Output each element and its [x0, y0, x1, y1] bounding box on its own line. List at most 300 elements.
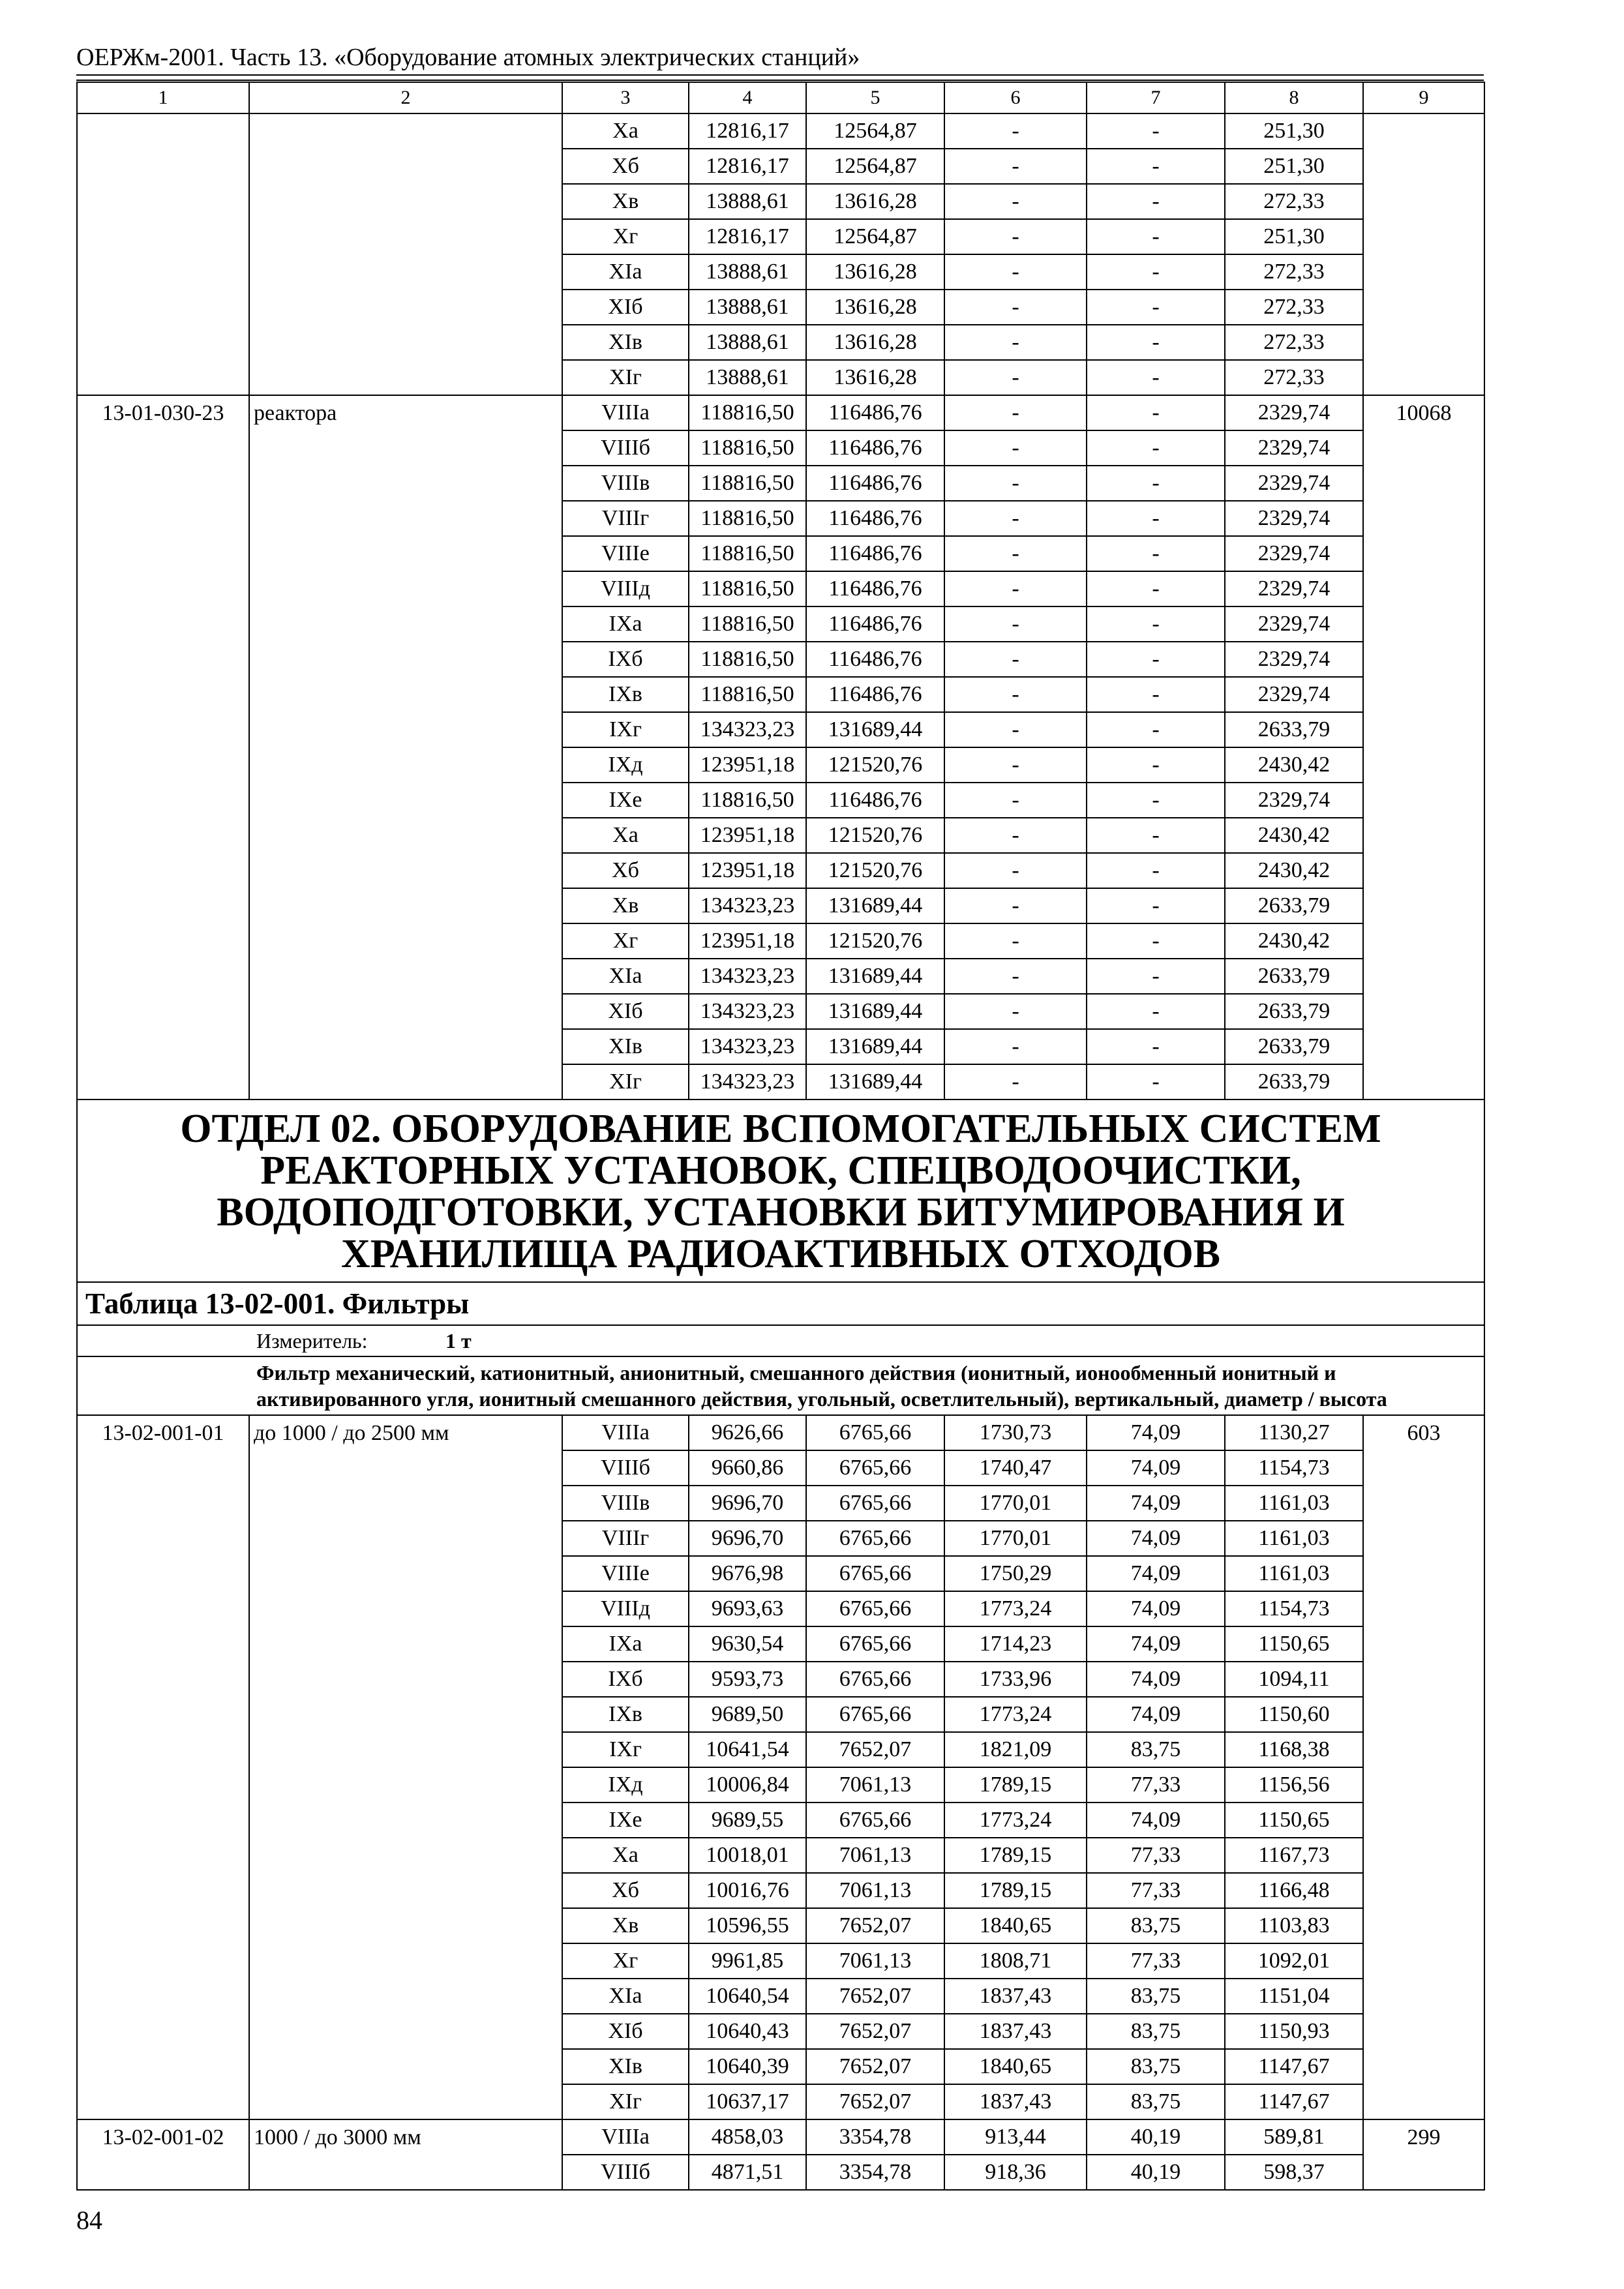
- value-cell: VIIIв: [562, 1486, 689, 1521]
- value-cell: 134323,23: [689, 1064, 806, 1100]
- value-cell: 9660,86: [689, 1450, 806, 1486]
- value-cell: -: [1087, 290, 1225, 325]
- column-number-row: [77, 82, 1484, 113]
- value-cell: 6765,66: [806, 1521, 944, 1556]
- value-cell: XIв: [562, 2049, 689, 2084]
- table-row: [77, 395, 1484, 430]
- code-cell: 13-02-001-01: [77, 1415, 249, 2119]
- value-cell: 7061,13: [806, 1838, 944, 1873]
- value-cell: 121520,76: [806, 818, 944, 853]
- value-cell: 1151,04: [1225, 1979, 1363, 2014]
- value-cell: VIIIб: [562, 2155, 689, 2190]
- value-cell: 12564,87: [806, 149, 944, 184]
- name-cell: реактора: [249, 395, 562, 1100]
- value-cell: 6765,66: [806, 1662, 944, 1697]
- value-cell: 1166,48: [1225, 1873, 1363, 1908]
- column-number: 9: [1363, 82, 1484, 113]
- value-cell: -: [1087, 888, 1225, 923]
- value-cell: -: [1087, 642, 1225, 677]
- value-cell: 1773,24: [944, 1803, 1087, 1838]
- value-cell: 3354,78: [806, 2119, 944, 2155]
- value-cell: 12816,17: [689, 219, 806, 254]
- value-cell: -: [1087, 219, 1225, 254]
- value-cell: 116486,76: [806, 501, 944, 536]
- value-cell: -: [1087, 923, 1225, 959]
- value-cell: -: [1087, 501, 1225, 536]
- value-cell: 1773,24: [944, 1591, 1087, 1626]
- value-cell: 272,33: [1225, 290, 1363, 325]
- value-cell: Xг: [562, 219, 689, 254]
- value-cell: 74,09: [1087, 1486, 1225, 1521]
- column-number: 8: [1225, 82, 1363, 113]
- value-cell: 272,33: [1225, 360, 1363, 395]
- value-cell: 83,75: [1087, 2049, 1225, 2084]
- value-cell: 13616,28: [806, 290, 944, 325]
- value-cell: 83,75: [1087, 1908, 1225, 1943]
- value-cell: 2430,42: [1225, 818, 1363, 853]
- value-cell: 4871,51: [689, 2155, 806, 2190]
- value-cell: 10640,43: [689, 2014, 806, 2049]
- value-cell: 10596,55: [689, 1908, 806, 1943]
- value-cell: 2329,74: [1225, 571, 1363, 606]
- code-cell: 13-01-030-23: [77, 395, 249, 1100]
- value-cell: Xб: [562, 149, 689, 184]
- value-cell: 10637,17: [689, 2084, 806, 2119]
- extra-cell: 299: [1363, 2119, 1484, 2190]
- section-row: [77, 1100, 1484, 1282]
- value-cell: 6765,66: [806, 1556, 944, 1591]
- value-cell: 7652,07: [806, 2049, 944, 2084]
- value-cell: VIIIд: [562, 571, 689, 606]
- value-cell: -: [944, 818, 1087, 853]
- value-cell: Xв: [562, 1908, 689, 1943]
- value-cell: 1154,73: [1225, 1591, 1363, 1626]
- value-cell: 9689,55: [689, 1803, 806, 1838]
- value-cell: 2633,79: [1225, 712, 1363, 747]
- value-cell: 116486,76: [806, 466, 944, 501]
- value-cell: -: [944, 325, 1087, 360]
- value-cell: -: [1087, 606, 1225, 642]
- value-cell: 116486,76: [806, 571, 944, 606]
- value-cell: 13888,61: [689, 254, 806, 290]
- value-cell: 13888,61: [689, 325, 806, 360]
- value-cell: 7652,07: [806, 1732, 944, 1767]
- value-cell: 74,09: [1087, 1556, 1225, 1591]
- value-cell: Xб: [562, 1873, 689, 1908]
- value-cell: 7652,07: [806, 1908, 944, 1943]
- value-cell: -: [944, 747, 1087, 783]
- value-cell: 118816,50: [689, 466, 806, 501]
- extra-cell: 10068: [1363, 395, 1484, 1100]
- value-cell: 83,75: [1087, 1979, 1225, 2014]
- value-cell: Xг: [562, 1943, 689, 1979]
- value-cell: IXe: [562, 1803, 689, 1838]
- value-cell: XIв: [562, 1029, 689, 1064]
- value-cell: 2329,74: [1225, 606, 1363, 642]
- value-cell: 272,33: [1225, 325, 1363, 360]
- value-cell: 2430,42: [1225, 747, 1363, 783]
- value-cell: 118816,50: [689, 783, 806, 818]
- value-cell: VIIIб: [562, 1450, 689, 1486]
- value-cell: -: [1087, 325, 1225, 360]
- value-cell: 2633,79: [1225, 1064, 1363, 1100]
- value-cell: 1837,43: [944, 2084, 1087, 2119]
- value-cell: IXв: [562, 677, 689, 712]
- value-cell: 77,33: [1087, 1943, 1225, 1979]
- value-cell: 589,81: [1225, 2119, 1363, 2155]
- value-cell: -: [944, 677, 1087, 712]
- value-cell: -: [1087, 712, 1225, 747]
- page-number: 84: [76, 2206, 102, 2235]
- value-cell: 134323,23: [689, 959, 806, 994]
- value-cell: 83,75: [1087, 2014, 1225, 2049]
- meter-cell: [77, 1325, 1484, 1356]
- value-cell: VIIIд: [562, 1591, 689, 1626]
- page-header: ОЕРЖм-2001. Часть 13. «Оборудование атомных электрических станций»: [76, 44, 860, 71]
- value-cell: 1094,11: [1225, 1662, 1363, 1697]
- column-number: 7: [1087, 82, 1225, 113]
- value-cell: 116486,76: [806, 536, 944, 571]
- value-cell: 2633,79: [1225, 1029, 1363, 1064]
- value-cell: 2329,74: [1225, 677, 1363, 712]
- value-cell: 272,33: [1225, 184, 1363, 219]
- value-cell: -: [944, 923, 1087, 959]
- value-cell: IXв: [562, 1697, 689, 1732]
- value-cell: Xб: [562, 853, 689, 888]
- value-cell: 2329,74: [1225, 536, 1363, 571]
- value-cell: -: [944, 184, 1087, 219]
- value-cell: 74,09: [1087, 1697, 1225, 1732]
- value-cell: 2329,74: [1225, 501, 1363, 536]
- value-cell: XIб: [562, 994, 689, 1029]
- value-cell: 74,09: [1087, 1803, 1225, 1838]
- value-cell: 74,09: [1087, 1626, 1225, 1662]
- value-cell: 1789,15: [944, 1873, 1087, 1908]
- value-cell: -: [944, 888, 1087, 923]
- value-cell: -: [944, 994, 1087, 1029]
- value-cell: 13616,28: [806, 325, 944, 360]
- value-cell: 251,30: [1225, 219, 1363, 254]
- value-cell: 13888,61: [689, 184, 806, 219]
- value-cell: 116486,76: [806, 677, 944, 712]
- value-cell: 1770,01: [944, 1521, 1087, 1556]
- value-cell: 13616,28: [806, 184, 944, 219]
- value-cell: 134323,23: [689, 1029, 806, 1064]
- column-number: 2: [249, 82, 562, 113]
- value-cell: 2329,74: [1225, 466, 1363, 501]
- value-cell: -: [944, 290, 1087, 325]
- description-text: Фильтр механический, катионитный, анионитный, смешанного действия (ионитный, ионообменный ионитный и активированного угля, ионитный смешанного действия, угольный, осветлительный), вертикальный, диаметр / высота: [77, 1356, 1484, 1415]
- value-cell: -: [944, 466, 1087, 501]
- value-cell: Xa: [562, 113, 689, 149]
- column-number: 4: [689, 82, 806, 113]
- value-cell: Xa: [562, 1838, 689, 1873]
- value-cell: -: [944, 113, 1087, 149]
- value-cell: 74,09: [1087, 1450, 1225, 1486]
- value-cell: 1730,73: [944, 1415, 1087, 1450]
- value-cell: 131689,44: [806, 1029, 944, 1064]
- value-cell: -: [1087, 1029, 1225, 1064]
- value-cell: 6765,66: [806, 1415, 944, 1450]
- column-number: 1: [77, 82, 249, 113]
- value-cell: -: [944, 1064, 1087, 1100]
- value-cell: 77,33: [1087, 1767, 1225, 1803]
- value-cell: -: [1087, 466, 1225, 501]
- value-cell: 1837,43: [944, 2014, 1087, 2049]
- value-cell: 6765,66: [806, 1591, 944, 1626]
- value-cell: 1167,73: [1225, 1838, 1363, 1873]
- value-cell: 1161,03: [1225, 1521, 1363, 1556]
- rates-table: [76, 82, 1485, 2191]
- value-cell: 2329,74: [1225, 642, 1363, 677]
- value-cell: 2329,74: [1225, 395, 1363, 430]
- value-cell: 83,75: [1087, 1732, 1225, 1767]
- value-cell: 7061,13: [806, 1873, 944, 1908]
- value-cell: 10640,54: [689, 1979, 806, 2014]
- value-cell: IXг: [562, 712, 689, 747]
- value-cell: 40,19: [1087, 2155, 1225, 2190]
- value-cell: 10640,39: [689, 2049, 806, 2084]
- value-cell: 1840,65: [944, 1908, 1087, 1943]
- value-cell: 10016,76: [689, 1873, 806, 1908]
- value-cell: 1150,93: [1225, 2014, 1363, 2049]
- value-cell: -: [1087, 818, 1225, 853]
- value-cell: 1150,65: [1225, 1803, 1363, 1838]
- value-cell: XIa: [562, 959, 689, 994]
- value-cell: 1103,83: [1225, 1908, 1363, 1943]
- value-cell: VIIIa: [562, 2119, 689, 2155]
- value-cell: 9626,66: [689, 1415, 806, 1450]
- value-cell: 118816,50: [689, 606, 806, 642]
- value-cell: 116486,76: [806, 395, 944, 430]
- value-cell: 12564,87: [806, 113, 944, 149]
- name-cell: до 1000 / до 2500 мм: [249, 1415, 562, 2119]
- value-cell: 134323,23: [689, 994, 806, 1029]
- value-cell: 118816,50: [689, 571, 806, 606]
- code-cell: 13-02-001-02: [77, 2119, 249, 2190]
- value-cell: XIг: [562, 360, 689, 395]
- value-cell: -: [944, 430, 1087, 466]
- value-cell: 7652,07: [806, 2014, 944, 2049]
- value-cell: Xг: [562, 923, 689, 959]
- value-cell: 1154,73: [1225, 1450, 1363, 1486]
- value-cell: 118816,50: [689, 642, 806, 677]
- value-cell: -: [944, 642, 1087, 677]
- value-cell: 1150,65: [1225, 1626, 1363, 1662]
- value-cell: 40,19: [1087, 2119, 1225, 2155]
- value-cell: IXe: [562, 783, 689, 818]
- value-cell: -: [1087, 395, 1225, 430]
- value-cell: 116486,76: [806, 606, 944, 642]
- value-cell: -: [1087, 1064, 1225, 1100]
- value-cell: 10018,01: [689, 1838, 806, 1873]
- value-cell: VIIIa: [562, 395, 689, 430]
- value-cell: 1740,47: [944, 1450, 1087, 1486]
- value-cell: -: [1087, 571, 1225, 606]
- value-cell: 12564,87: [806, 219, 944, 254]
- value-cell: -: [1087, 254, 1225, 290]
- value-cell: 1808,71: [944, 1943, 1087, 1979]
- value-cell: -: [1087, 853, 1225, 888]
- value-cell: 131689,44: [806, 994, 944, 1029]
- value-cell: -: [944, 149, 1087, 184]
- value-cell: IXд: [562, 747, 689, 783]
- value-cell: 9961,85: [689, 1943, 806, 1979]
- value-cell: -: [1087, 677, 1225, 712]
- value-cell: 77,33: [1087, 1838, 1225, 1873]
- value-cell: 118816,50: [689, 536, 806, 571]
- table-title-row: [77, 1282, 1484, 1325]
- value-cell: 2430,42: [1225, 923, 1363, 959]
- value-cell: 1092,01: [1225, 1943, 1363, 1979]
- value-cell: -: [1087, 783, 1225, 818]
- value-cell: -: [944, 853, 1087, 888]
- value-cell: -: [944, 536, 1087, 571]
- value-cell: 131689,44: [806, 1064, 944, 1100]
- value-cell: IXa: [562, 606, 689, 642]
- value-cell: -: [944, 712, 1087, 747]
- value-cell: IXб: [562, 642, 689, 677]
- value-cell: -: [944, 395, 1087, 430]
- value-cell: 121520,76: [806, 923, 944, 959]
- value-cell: -: [944, 501, 1087, 536]
- value-cell: 134323,23: [689, 888, 806, 923]
- value-cell: -: [1087, 113, 1225, 149]
- value-cell: Xa: [562, 818, 689, 853]
- meter-value: 1 т: [445, 1329, 472, 1353]
- value-cell: 83,75: [1087, 2084, 1225, 2119]
- value-cell: 2329,74: [1225, 430, 1363, 466]
- value-cell: 9689,50: [689, 1697, 806, 1732]
- table-row: [77, 113, 1484, 149]
- value-cell: XIa: [562, 1979, 689, 2014]
- code-cell: [77, 113, 249, 395]
- value-cell: 598,37: [1225, 2155, 1363, 2190]
- value-cell: -: [944, 254, 1087, 290]
- value-cell: 131689,44: [806, 959, 944, 994]
- value-cell: 918,36: [944, 2155, 1087, 2190]
- value-cell: VIIIe: [562, 1556, 689, 1591]
- value-cell: 9693,63: [689, 1591, 806, 1626]
- value-cell: 1168,38: [1225, 1732, 1363, 1767]
- value-cell: 134323,23: [689, 712, 806, 747]
- value-cell: -: [1087, 184, 1225, 219]
- value-cell: 13616,28: [806, 360, 944, 395]
- value-cell: 121520,76: [806, 747, 944, 783]
- value-cell: 7652,07: [806, 2084, 944, 2119]
- value-cell: XIб: [562, 290, 689, 325]
- value-cell: 10006,84: [689, 1767, 806, 1803]
- value-cell: 1770,01: [944, 1486, 1087, 1521]
- value-cell: 74,09: [1087, 1415, 1225, 1450]
- value-cell: 251,30: [1225, 113, 1363, 149]
- value-cell: 1840,65: [944, 2049, 1087, 2084]
- value-cell: 1150,60: [1225, 1697, 1363, 1732]
- value-cell: 13888,61: [689, 290, 806, 325]
- value-cell: XIa: [562, 254, 689, 290]
- value-cell: 1156,56: [1225, 1767, 1363, 1803]
- value-cell: 1773,24: [944, 1697, 1087, 1732]
- value-cell: -: [1087, 360, 1225, 395]
- header-rule-top: [76, 74, 1484, 76]
- extra-cell: [1363, 113, 1484, 395]
- value-cell: 7652,07: [806, 1979, 944, 2014]
- value-cell: VIIIб: [562, 430, 689, 466]
- value-cell: 1147,67: [1225, 2049, 1363, 2084]
- value-cell: IXг: [562, 1732, 689, 1767]
- table-title: Таблица 13-02-001. Фильтры: [77, 1282, 1484, 1325]
- value-cell: 1750,29: [944, 1556, 1087, 1591]
- value-cell: IXб: [562, 1662, 689, 1697]
- extra-cell: 603: [1363, 1415, 1484, 2119]
- value-cell: 131689,44: [806, 888, 944, 923]
- value-cell: 123951,18: [689, 853, 806, 888]
- section-title: ОТДЕЛ 02. ОБОРУДОВАНИЕ ВСПОМОГАТЕЛЬНЫХ СИСТЕМ РЕАКТОРНЫХ УСТАНОВОК, СПЕЦВОДООЧИСТКИ, ВОДОПОДГОТОВКИ, УСТАНОВКИ БИТУМИРОВАНИЯ И ХРАНИЛИЩА РАДИОАКТИВНЫХ ОТХОДОВ: [77, 1100, 1484, 1282]
- value-cell: 6765,66: [806, 1626, 944, 1662]
- value-cell: VIIIв: [562, 466, 689, 501]
- column-number: 3: [562, 82, 689, 113]
- table-row: [77, 1415, 1484, 1450]
- value-cell: 2633,79: [1225, 959, 1363, 994]
- value-cell: 9696,70: [689, 1486, 806, 1521]
- value-cell: 131689,44: [806, 712, 944, 747]
- meter-row: [77, 1325, 1484, 1356]
- value-cell: XIв: [562, 325, 689, 360]
- value-cell: 118816,50: [689, 501, 806, 536]
- value-cell: 4858,03: [689, 2119, 806, 2155]
- value-cell: -: [1087, 149, 1225, 184]
- value-cell: 2633,79: [1225, 888, 1363, 923]
- value-cell: 10641,54: [689, 1732, 806, 1767]
- value-cell: -: [1087, 536, 1225, 571]
- name-cell: [249, 113, 562, 395]
- value-cell: -: [944, 219, 1087, 254]
- value-cell: 116486,76: [806, 642, 944, 677]
- value-cell: 1161,03: [1225, 1486, 1363, 1521]
- value-cell: 118816,50: [689, 395, 806, 430]
- value-cell: XIг: [562, 1064, 689, 1100]
- value-cell: 123951,18: [689, 747, 806, 783]
- value-cell: -: [944, 571, 1087, 606]
- value-cell: 12816,17: [689, 113, 806, 149]
- value-cell: 74,09: [1087, 1662, 1225, 1697]
- value-cell: -: [944, 606, 1087, 642]
- value-cell: VIIIг: [562, 501, 689, 536]
- value-cell: 2430,42: [1225, 853, 1363, 888]
- column-number: 5: [806, 82, 944, 113]
- value-cell: 1789,15: [944, 1838, 1087, 1873]
- value-cell: 9676,98: [689, 1556, 806, 1591]
- value-cell: -: [944, 360, 1087, 395]
- value-cell: 3354,78: [806, 2155, 944, 2190]
- value-cell: VIIIe: [562, 536, 689, 571]
- value-cell: Xв: [562, 184, 689, 219]
- value-cell: 118816,50: [689, 677, 806, 712]
- description-row: [77, 1356, 1484, 1415]
- value-cell: -: [944, 959, 1087, 994]
- value-cell: VIIIa: [562, 1415, 689, 1450]
- value-cell: 251,30: [1225, 149, 1363, 184]
- value-cell: 74,09: [1087, 1591, 1225, 1626]
- value-cell: 2633,79: [1225, 994, 1363, 1029]
- value-cell: 1821,09: [944, 1732, 1087, 1767]
- value-cell: 121520,76: [806, 853, 944, 888]
- value-cell: IXa: [562, 1626, 689, 1662]
- value-cell: 7061,13: [806, 1943, 944, 1979]
- value-cell: 6765,66: [806, 1450, 944, 1486]
- value-cell: 7061,13: [806, 1767, 944, 1803]
- value-cell: 13888,61: [689, 360, 806, 395]
